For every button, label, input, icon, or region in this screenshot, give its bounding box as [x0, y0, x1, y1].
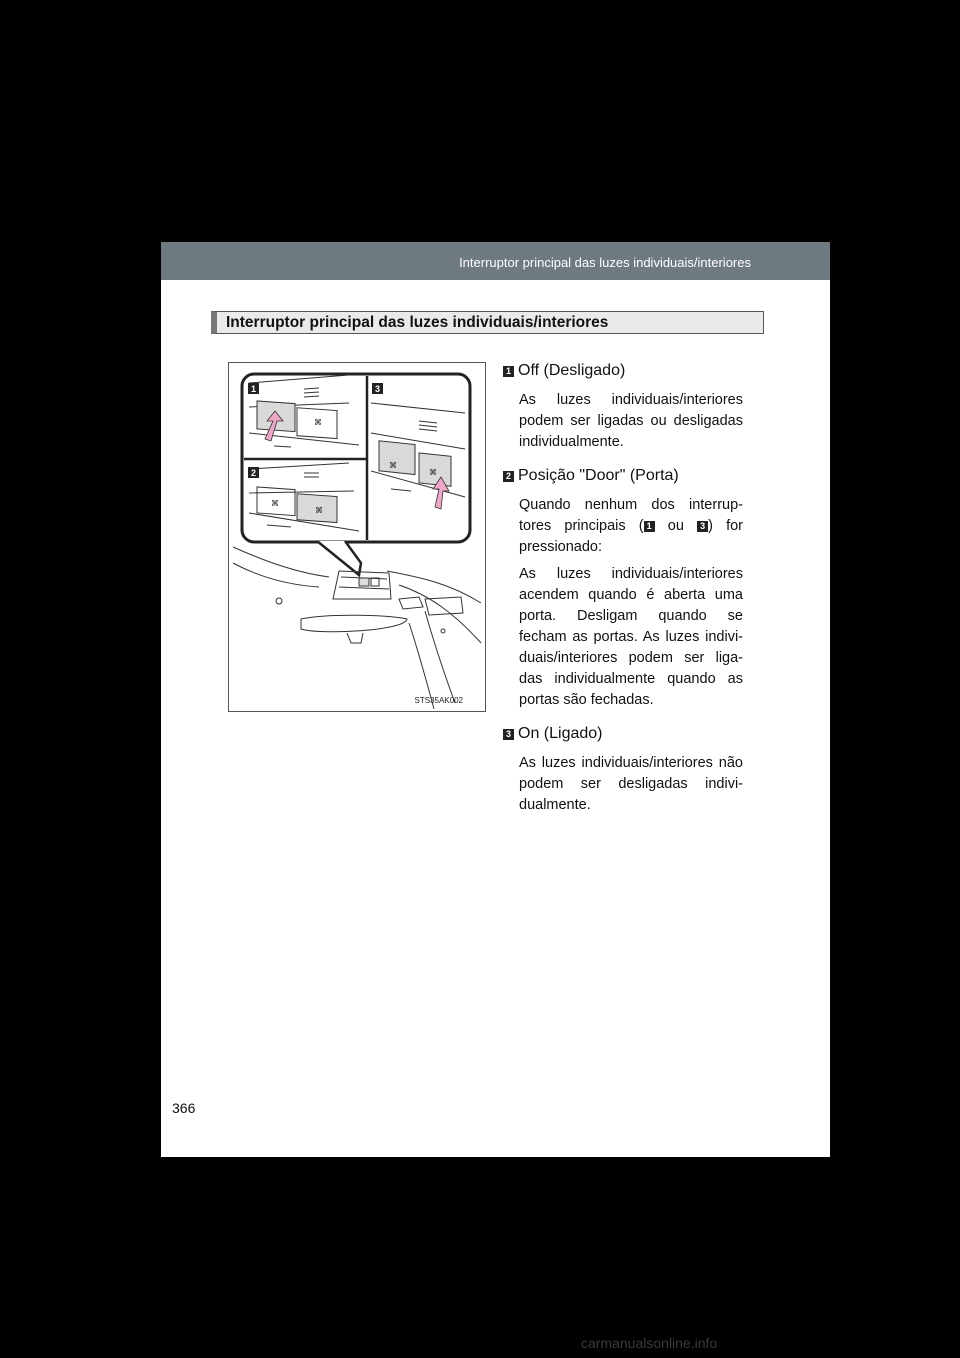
- svg-text:⌘: ⌘: [389, 461, 397, 470]
- overhead-console-illustration: [229, 363, 485, 711]
- item-paragraph: As luzes individuais/interiores acendem quando é aberta uma porta. Desligam quando se fecham as portas. As luzes indivi-duais/interiores podem ser liga-das individualmente quando as portas são fechadas.: [519, 566, 743, 708]
- inline-ref-badge: 3: [697, 521, 708, 532]
- item-heading-text: Off (Desligado): [518, 362, 626, 379]
- item-heading: [503, 723, 743, 745]
- inline-ref-badge: 1: [644, 521, 655, 532]
- callout-badge-1: [248, 383, 259, 394]
- item-heading-text: On (Ligado): [518, 725, 603, 742]
- watermark-link[interactable]: carmanualsonline.info: [581, 1335, 718, 1351]
- svg-text:⌘: ⌘: [271, 499, 279, 508]
- callout-pointer: [317, 541, 361, 575]
- section-title: Interruptor principal das luzes individuais/interiores: [211, 311, 764, 334]
- svg-text:1: 1: [250, 384, 257, 394]
- item-paragraph: As luzes individuais/interiores podem ser ligadas ou desligadas individualmente.: [519, 392, 743, 450]
- svg-text:⌘: ⌘: [429, 468, 437, 477]
- item-number-badge: 1: [503, 366, 514, 377]
- item-number-badge: 2: [503, 471, 514, 482]
- callout-badge-3: [372, 383, 383, 394]
- running-header: [161, 242, 830, 280]
- svg-text:⌘: ⌘: [314, 418, 322, 427]
- svg-text:⌘: ⌘: [315, 506, 323, 515]
- svg-text:2: 2: [250, 468, 257, 478]
- callout-badge-2: [248, 467, 259, 478]
- item-description: [519, 753, 743, 816]
- running-header-title: Interruptor principal das luzes individuais/interiores: [459, 255, 751, 270]
- item-heading-text: Posição "Door" (Porta): [518, 467, 679, 484]
- item-paragraph: As luzes individuais/interiores não podem ser desligadas indivi-dualmente.: [519, 755, 743, 813]
- item-number-badge: 3: [503, 729, 514, 740]
- item-heading: [503, 465, 743, 487]
- svg-text:3: 3: [374, 384, 381, 394]
- vehicle-headliner: [233, 547, 481, 709]
- figure-code: STS35AK002: [414, 696, 463, 705]
- item-paragraph: Quando nenhum dos interrup-tores principais ( 1 ou 3 ) for pressionado:: [519, 497, 744, 555]
- item-heading: [503, 360, 743, 382]
- item-off: [503, 360, 743, 453]
- item-description: [519, 495, 743, 711]
- page-number: 366: [172, 1100, 196, 1116]
- item-description: [519, 390, 743, 453]
- manual-page: [161, 242, 830, 1157]
- item-on: [503, 723, 743, 816]
- item-door: [503, 465, 743, 711]
- item-list: [503, 360, 743, 828]
- illustration: [228, 362, 486, 712]
